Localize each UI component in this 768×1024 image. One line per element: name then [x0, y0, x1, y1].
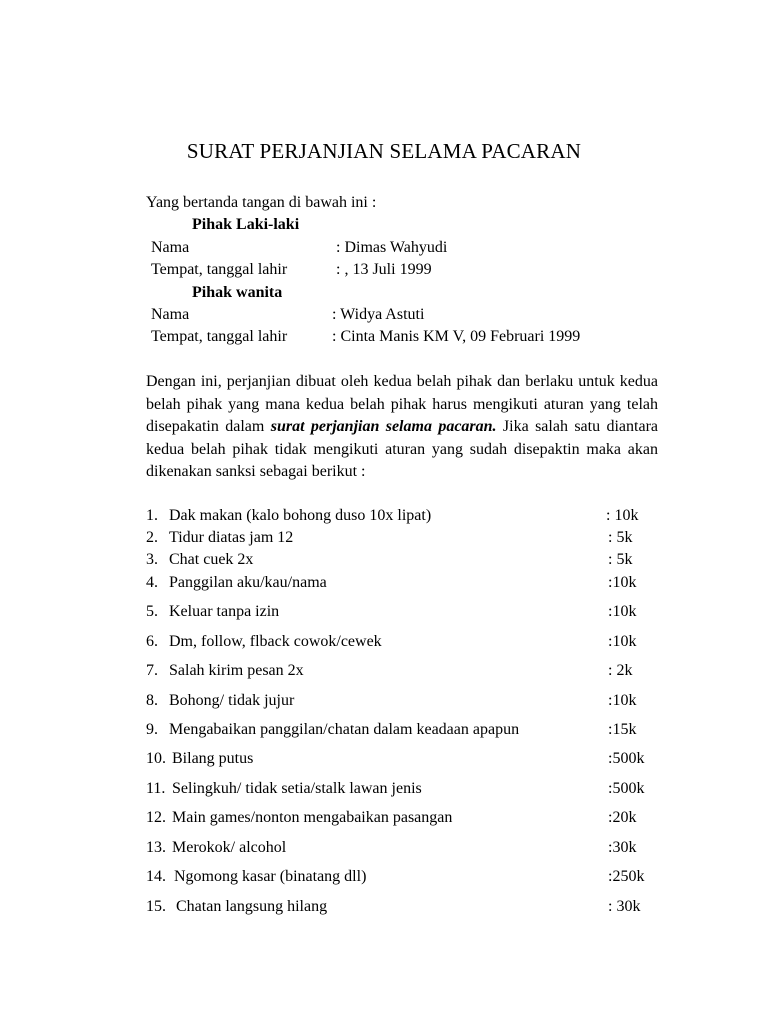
paragraph-part-2: Jika salah satu diantara kedua belah pihak tidak mengikuti aturan yang sudah disepaktin maka akan dikenakan sanksi sebagai berikut : [146, 418, 658, 481]
sanction-number: 2. [146, 529, 158, 546]
sanction-fine: :20k [608, 809, 637, 826]
sanction-text: Main games/nonton mengabaikan pasangan [172, 809, 453, 826]
sanction-fine: : 2k [608, 662, 633, 679]
paragraph-part-1: Dengan ini, perjanjian dibuat oleh kedua belah pihak dan berlaku untuk kedua belah pihak yang mana kedua belah pihak harus mengikuti aturan yang telah disepakatin dalam [146, 373, 658, 436]
sanction-fine: :10k [608, 692, 637, 709]
sanction-text: Keluar tanpa izin [169, 603, 280, 620]
sanction-fine: :10k [608, 574, 637, 591]
male-birth-value: : , 13 Juli 1999 [336, 261, 432, 278]
male-name-label: Nama [151, 239, 190, 256]
sanction-text: Salah kirim pesan 2x [169, 662, 304, 679]
sanction-number: 9. [146, 721, 158, 738]
sanction-text: Bilang putus [172, 750, 254, 767]
sanction-fine: :250k [608, 868, 645, 885]
sanction-number: 8. [146, 692, 158, 709]
sanction-fine: : 30k [608, 898, 641, 915]
sanction-fine: :10k [608, 603, 637, 620]
sanction-text: Bohong/ tidak jujur [169, 692, 295, 709]
sanction-text: Mengabaikan panggilan/chatan dalam keadaan apapun [169, 721, 520, 738]
sanction-number: 7. [146, 662, 158, 679]
sanction-text: Ngomong kasar (binatang dll) [174, 868, 367, 885]
male-name-value: : Dimas Wahyudi [336, 239, 448, 256]
sanction-text: Panggilan aku/kau/nama [169, 574, 327, 591]
sanction-text: Merokok/ alcohol [172, 839, 287, 856]
sanction-fine: :30k [608, 839, 637, 856]
sanction-text: Chatan langsung hilang [176, 898, 328, 915]
female-name-label: Nama [151, 306, 190, 323]
sanction-number: 10. [146, 750, 166, 767]
sanction-fine: :10k [608, 633, 637, 650]
sanction-number: 14. [146, 868, 166, 885]
paragraph-emphasis: surat perjanjian selama pacaran. [270, 418, 497, 436]
sanction-text: Chat cuek 2x [169, 551, 254, 568]
sanction-text: Selingkuh/ tidak setia/stalk lawan jenis [172, 780, 422, 797]
document-title: SURAT PERJANJIAN SELAMA PACARAN [186, 139, 582, 163]
sanction-text: Dm, follow, flback cowok/cewek [169, 633, 382, 650]
sanction-number: 6. [146, 633, 158, 650]
sanction-number: 13. [146, 839, 166, 856]
female-birth-label: Tempat, tanggal lahir [151, 328, 288, 345]
sanction-number: 11. [146, 780, 166, 797]
sanction-number: 3. [146, 551, 158, 568]
sanction-number: 1. [146, 507, 158, 524]
sanction-fine: : 5k [608, 551, 633, 568]
sanction-fine: : 10k [606, 507, 639, 524]
sanction-text: Dak makan (kalo bohong duso 10x lipat) [169, 507, 432, 524]
female-party-heading: Pihak wanita [192, 284, 283, 301]
sanction-fine: :500k [608, 750, 645, 767]
sanction-number: 5. [146, 603, 158, 620]
sanction-text: Tidur diatas jam 12 [169, 529, 294, 546]
sanction-number: 12. [146, 809, 166, 826]
female-name-value: : Widya Astuti [332, 306, 425, 323]
intro-text: Yang bertanda tangan di bawah ini : [146, 194, 377, 211]
sanction-fine: : 5k [608, 529, 633, 546]
male-party-heading: Pihak Laki-laki [192, 216, 300, 233]
male-birth-label: Tempat, tanggal lahir [151, 261, 288, 278]
female-birth-value: : Cinta Manis KM V, 09 Februari 1999 [332, 328, 581, 345]
sanction-fine: :15k [608, 721, 637, 738]
sanction-number: 4. [146, 574, 158, 591]
agreement-paragraph [146, 371, 658, 484]
sanction-fine: :500k [608, 780, 645, 797]
sanction-number: 15. [146, 898, 166, 915]
